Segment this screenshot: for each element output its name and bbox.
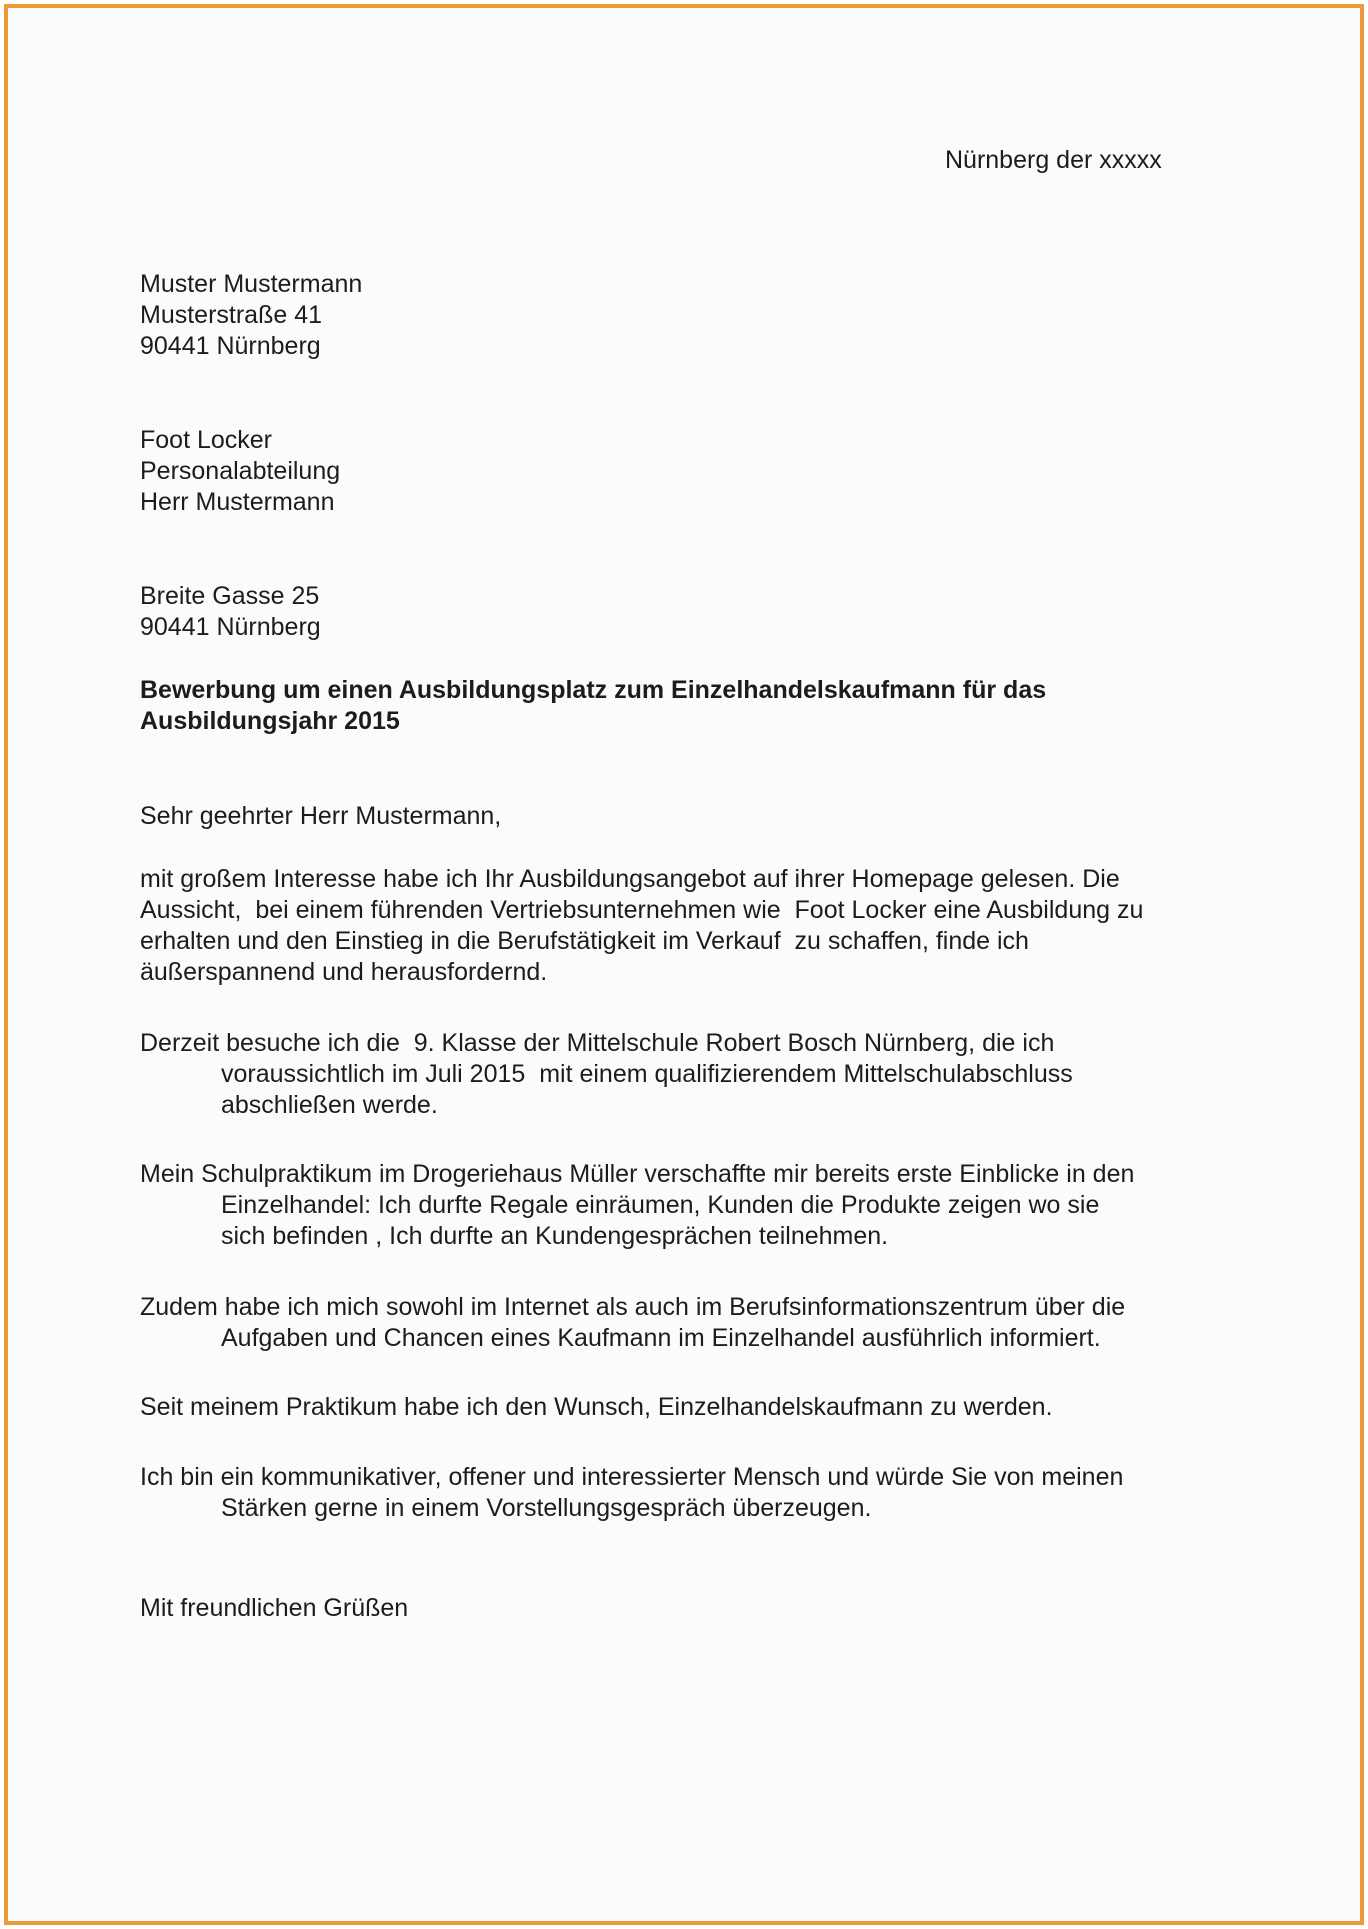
letter-document: [8, 8, 1360, 1921]
subject-line: Bewerbung um einen Ausbildungsplatz zum Einzelhandelskaufmann für das: [140, 676, 1047, 704]
paragraph-line: Ich bin ein kommunikativer, offener und interessierter Mensch und würde Sie von meinen: [140, 1463, 1124, 1491]
paragraph-line: abschließen werde.: [221, 1091, 438, 1119]
paragraph-line: Seit meinem Praktikum habe ich den Wunsch, Einzelhandelskaufmann zu werden.: [140, 1393, 1053, 1421]
recipient-contact: Herr Mustermann: [140, 488, 335, 516]
paragraph-line: sich befinden , Ich durfte an Kundengesprächen teilnehmen.: [221, 1222, 889, 1250]
paragraph-line: voraussichtlich im Juli 2015 mit einem qualifizierendem Mittelschulabschluss: [221, 1060, 1073, 1088]
paragraph-line: Mein Schulpraktikum im Drogeriehaus Müller verschaffte mir bereits erste Einblicke in den: [140, 1160, 1135, 1188]
recipient-company: Foot Locker: [140, 426, 273, 454]
paragraph-line: erhalten und den Einstieg in die Berufstätigkeit im Verkauf zu schaffen, finde ich: [140, 927, 1029, 955]
paragraph-line: Aufgaben und Chancen eines Kaufmann im Einzelhandel ausführlich informiert.: [221, 1324, 1101, 1352]
closing: Mit freundlichen Grüßen: [140, 1594, 409, 1622]
recipient-city: 90441 Nürnberg: [140, 613, 321, 641]
paragraph-line: Zudem habe ich mich sowohl im Internet als auch im Berufsinformationszentrum über die: [140, 1293, 1126, 1321]
date-line: Nürnberg der xxxxx: [945, 146, 1162, 174]
paragraph-line: Derzeit besuche ich die 9. Klasse der Mittelschule Robert Bosch Nürnberg, die ich: [140, 1029, 1055, 1057]
sender-street: Musterstraße 41: [140, 301, 323, 329]
sender-city: 90441 Nürnberg: [140, 332, 321, 360]
recipient-street: Breite Gasse 25: [140, 582, 320, 610]
paragraph-line: Einzelhandel: Ich durfte Regale einräumen, Kunden die Produkte zeigen wo sie: [221, 1191, 1100, 1219]
paragraph-line: äußerspannend und herausfordernd.: [140, 958, 548, 986]
page-frame: [4, 4, 1364, 1925]
paragraph-line: Stärken gerne in einem Vorstellungsgespräch überzeugen.: [221, 1494, 872, 1522]
paragraph-line: Aussicht, bei einem führenden Vertriebsunternehmen wie Foot Locker eine Ausbildung zu: [140, 896, 1144, 924]
salutation: Sehr geehrter Herr Mustermann,: [140, 802, 502, 830]
subject-line: Ausbildungsjahr 2015: [140, 707, 400, 735]
paragraph-line: mit großem Interesse habe ich Ihr Ausbildungsangebot auf ihrer Homepage gelesen. Die: [140, 865, 1120, 893]
sender-name: Muster Mustermann: [140, 270, 363, 298]
recipient-department: Personalabteilung: [140, 457, 341, 485]
